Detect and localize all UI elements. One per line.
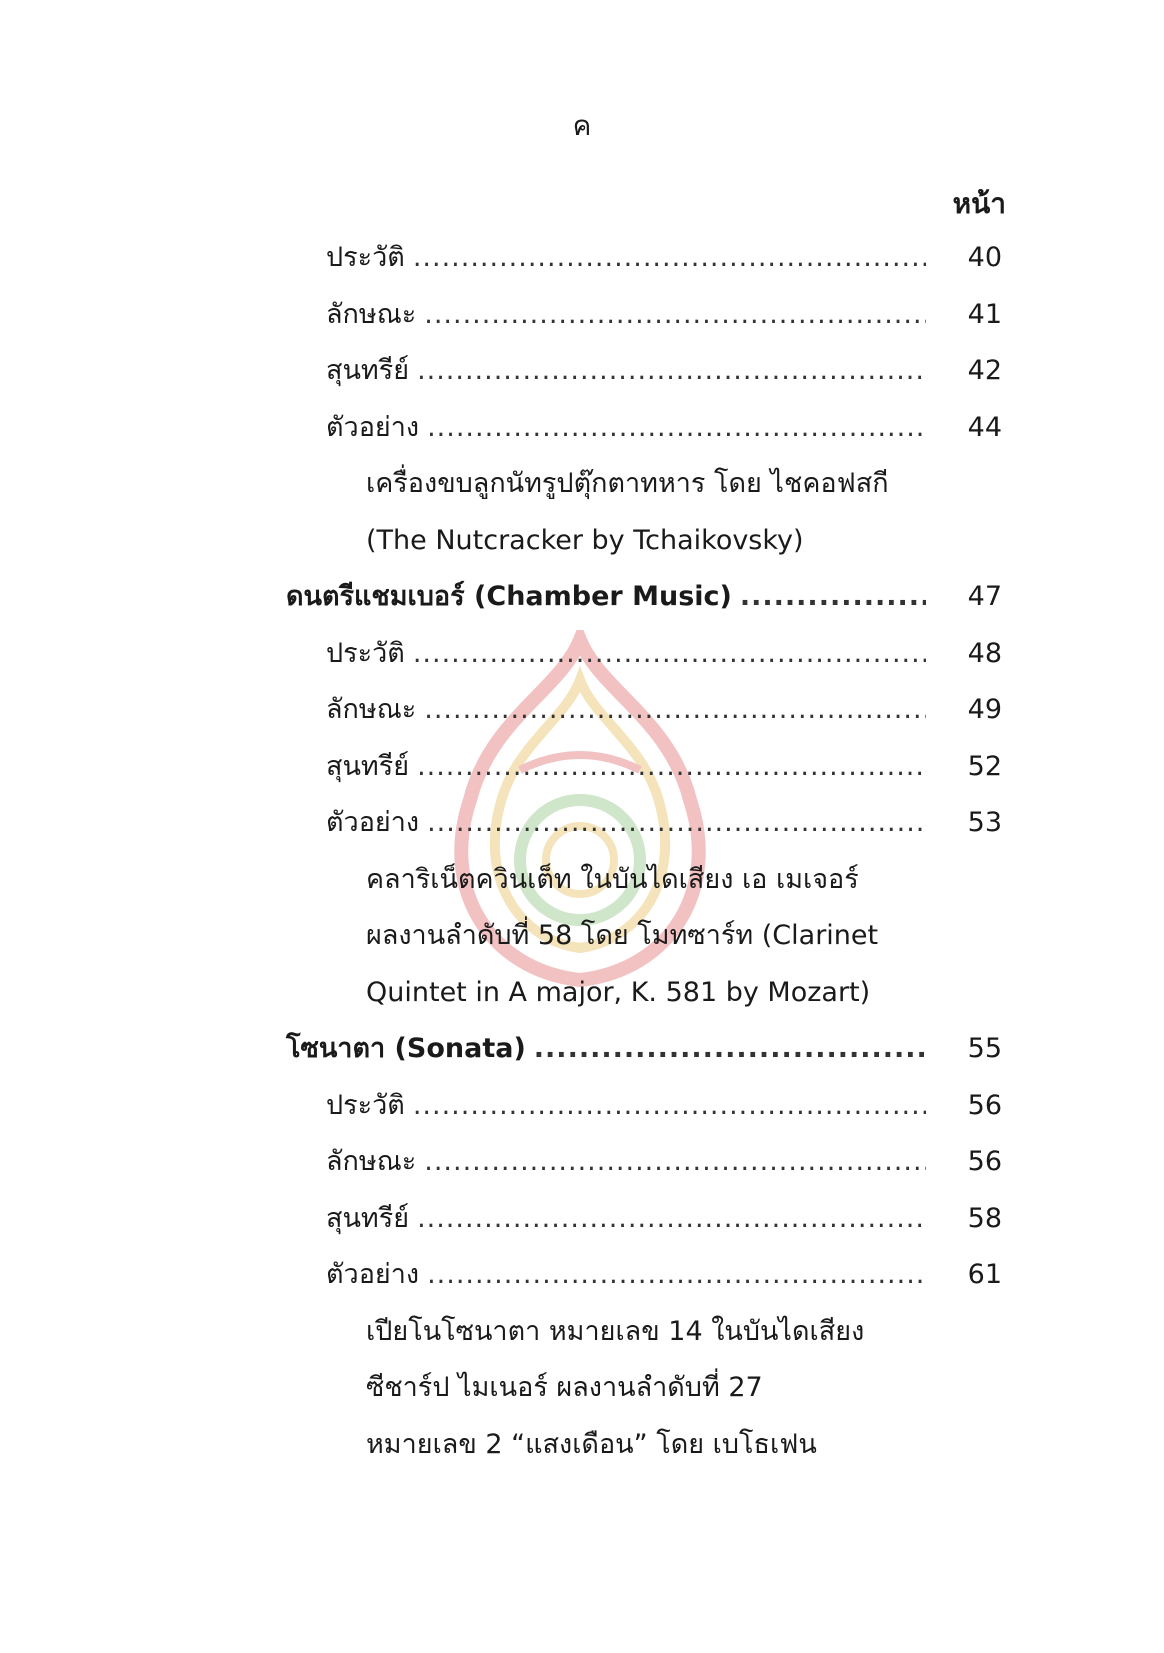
toc-entry-page-number: 52 bbox=[967, 750, 1002, 782]
dot-leader bbox=[427, 795, 926, 852]
toc-entry-page-number: 44 bbox=[967, 411, 1002, 443]
toc-entry-subtitle: ซีชาร์ป ไมเนอร์ ผลงานลำดับที่ 27 bbox=[366, 1372, 763, 1403]
toc-entry-title: ประวัติ bbox=[326, 1089, 405, 1121]
toc-entry-page-number: 41 bbox=[967, 298, 1002, 330]
dot-leader bbox=[740, 569, 926, 626]
dot-leader bbox=[413, 230, 926, 287]
toc-entry bbox=[0, 343, 1164, 400]
dot-leader bbox=[534, 1021, 926, 1078]
toc-entry-subtitle: เครื่องขบลูกนัทรูปตุ๊กตาทหาร โดย ไชคอฟสกี bbox=[366, 468, 889, 499]
toc-entry bbox=[0, 1191, 1164, 1248]
toc-entry-title: ตัวอย่าง bbox=[326, 1259, 420, 1290]
page-column-header: หน้า bbox=[952, 187, 1006, 220]
dot-leader bbox=[424, 1134, 926, 1191]
toc-entry-page-number: 53 bbox=[967, 807, 1002, 838]
toc-entry-page-number: 58 bbox=[967, 1202, 1002, 1234]
toc-entry bbox=[0, 1247, 1164, 1304]
table-of-contents bbox=[0, 230, 1164, 1473]
toc-entry bbox=[0, 287, 1164, 344]
toc-entry-title: สุนทรีย์ bbox=[326, 1202, 410, 1234]
dot-leader bbox=[424, 682, 926, 739]
dot-leader bbox=[417, 1191, 926, 1248]
toc-entry bbox=[0, 230, 1164, 287]
toc-entry-title: ลักษณะ bbox=[326, 1146, 417, 1177]
toc-entry-title: ประวัติ bbox=[326, 637, 405, 669]
toc-entry bbox=[0, 852, 1164, 909]
toc-entry bbox=[0, 795, 1164, 852]
dot-leader bbox=[424, 287, 926, 344]
toc-entry-title: ตัวอย่าง bbox=[326, 807, 420, 838]
toc-entry-subtitle: Quintet in A major, K. 581 by Mozart) bbox=[366, 976, 871, 1008]
toc-entry-title: สุนทรีย์ bbox=[326, 750, 410, 782]
toc-entry-page-number: 49 bbox=[967, 694, 1002, 725]
toc-entry bbox=[0, 965, 1164, 1022]
toc-entry-page-number: 56 bbox=[967, 1146, 1002, 1177]
toc-entry-title: โซนาตา (Sonata) bbox=[286, 1033, 526, 1064]
toc-entry bbox=[0, 626, 1164, 683]
toc-entry-subtitle: (The Nutcracker by Tchaikovsky) bbox=[366, 524, 804, 556]
toc-entry bbox=[0, 513, 1164, 570]
toc-entry-subtitle: ผลงานลำดับที่ 58 โดย โมทซาร์ท (Clarinet bbox=[366, 920, 879, 951]
dot-leader bbox=[413, 626, 926, 683]
toc-entry bbox=[0, 400, 1164, 457]
toc-entry-title: ประวัติ bbox=[326, 242, 405, 273]
toc-entry bbox=[0, 456, 1164, 513]
toc-entry bbox=[0, 908, 1164, 965]
toc-entry bbox=[0, 1078, 1164, 1135]
toc-entry bbox=[0, 569, 1164, 626]
toc-entry-page-number: 61 bbox=[967, 1259, 1002, 1290]
toc-entry bbox=[0, 1360, 1164, 1417]
toc-entry bbox=[0, 1417, 1164, 1474]
dot-leader bbox=[427, 1247, 926, 1304]
dot-leader bbox=[417, 739, 926, 796]
toc-entry-page-number: 55 bbox=[967, 1033, 1002, 1064]
toc-entry-title: ลักษณะ bbox=[326, 298, 417, 330]
toc-entry-page-number: 56 bbox=[967, 1089, 1002, 1121]
toc-entry bbox=[0, 1304, 1164, 1361]
page-letter: ค bbox=[572, 109, 592, 142]
toc-entry-title: ลักษณะ bbox=[326, 694, 417, 725]
dot-leader bbox=[413, 1078, 926, 1135]
toc-entry-subtitle: หมายเลข 2 “แสงเดือน” โดย เบโธเฟน bbox=[366, 1428, 817, 1460]
toc-entry bbox=[0, 1134, 1164, 1191]
dot-leader bbox=[427, 400, 926, 457]
toc-entry-page-number: 48 bbox=[967, 637, 1002, 669]
toc-entry-page-number: 40 bbox=[967, 242, 1002, 273]
toc-entry bbox=[0, 739, 1164, 796]
dot-leader bbox=[417, 343, 926, 400]
toc-entry-title: ตัวอย่าง bbox=[326, 411, 420, 443]
toc-entry-title: สุนทรีย์ bbox=[326, 355, 410, 386]
toc-entry-subtitle: เปียโนโซนาตา หมายเลข 14 ในบันไดเสียง bbox=[366, 1315, 865, 1347]
toc-entry-title: ดนตรีแชมเบอร์ (Chamber Music) bbox=[286, 581, 732, 612]
toc-entry bbox=[0, 1021, 1164, 1078]
toc-entry bbox=[0, 682, 1164, 739]
toc-entry-page-number: 47 bbox=[967, 581, 1002, 612]
toc-entry-subtitle: คลาริเน็ตควินเต็ท ในบันไดเสียง เอ เมเจอร์ bbox=[366, 863, 859, 895]
toc-entry-page-number: 42 bbox=[967, 355, 1002, 386]
